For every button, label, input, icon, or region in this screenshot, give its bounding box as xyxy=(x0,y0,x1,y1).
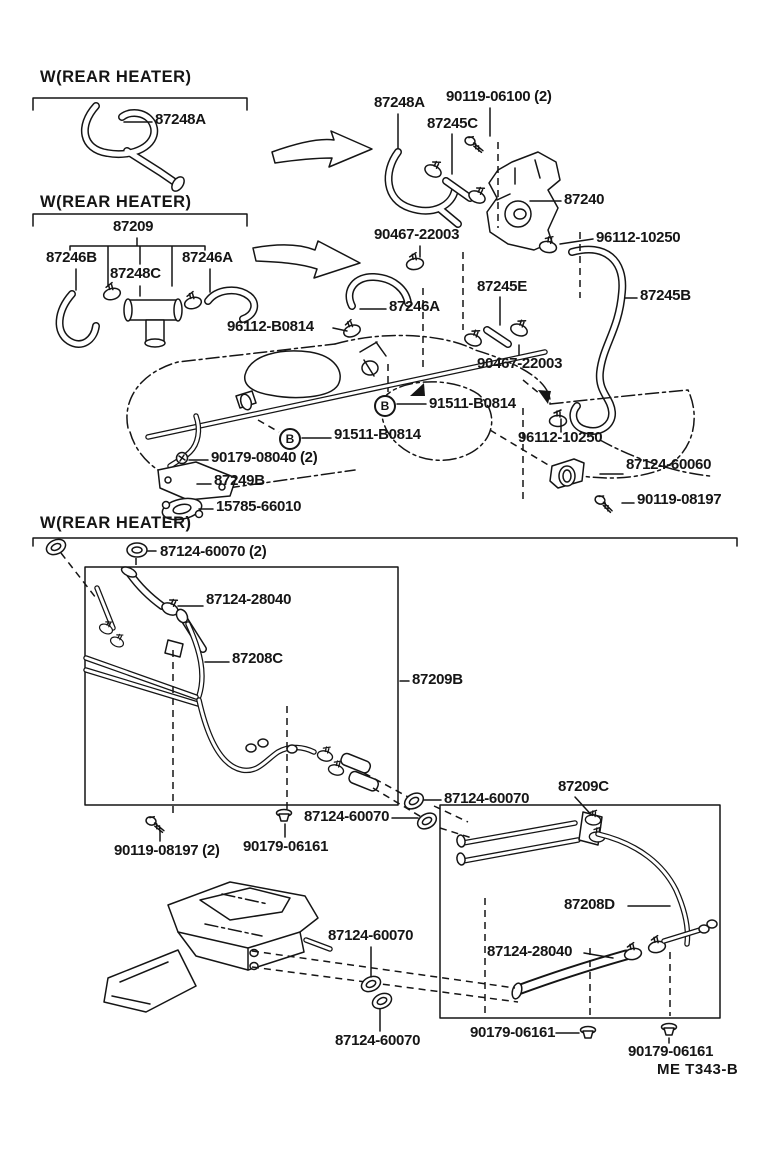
part-label-87240: 87240 xyxy=(564,191,605,208)
b-marker-right: B xyxy=(374,395,396,417)
part-label-90179-06161-c: 90179-06161 xyxy=(628,1043,714,1060)
box1-fasteners xyxy=(144,790,441,841)
section1-rear-heater-box xyxy=(33,98,247,193)
part-label-96112-10250-b: 96112-10250 xyxy=(518,429,603,446)
top-assembly xyxy=(333,108,637,431)
part-label-87124-60070-c: 87124-60070 xyxy=(328,927,414,944)
part-label-87124-60060: 87124-60060 xyxy=(626,456,712,473)
part-label-87124-60070-d: 87124-60070 xyxy=(335,1032,421,1049)
arrow-right-mid xyxy=(253,241,360,278)
part-label-90119-08197: 90119-08197 xyxy=(637,491,722,508)
part-label-87209c: 87209C xyxy=(558,778,609,795)
section2-header: W(REAR HEATER) xyxy=(40,193,192,211)
part-label-90179-06161-b: 90179-06161 xyxy=(470,1024,556,1041)
part-label-87124-60070-a: 87124-60070 xyxy=(444,790,530,807)
part-label-87246a-box: 87246A xyxy=(182,249,233,266)
part-label-91511-b0814-a: 91511-B0814 xyxy=(429,395,516,412)
part-label-87245b: 87245B xyxy=(640,287,691,304)
part-label-87208d: 87208D xyxy=(564,896,615,913)
part-label-87246a-mid: 87246A xyxy=(389,298,440,315)
part-label-87249b: 87249B xyxy=(214,472,265,489)
rear-heater-unit xyxy=(104,882,518,1031)
part-label-87209: 87209 xyxy=(113,218,154,235)
arrow-right-top xyxy=(272,131,372,167)
part-label-87208c: 87208C xyxy=(232,650,283,667)
part-label-87245e: 87245E xyxy=(477,278,527,295)
box2-fasteners xyxy=(556,1024,677,1044)
part-label-87124-28040-b: 87124-28040 xyxy=(487,943,573,960)
part-label-87248a-top: 87248A xyxy=(374,94,425,111)
part-label-90119-06100: 90119-06100 (2) xyxy=(446,88,552,105)
tee-connector-87248c xyxy=(124,299,182,347)
part-label-96112-b0814: 96112-B0814 xyxy=(227,318,314,335)
part-label-87248a-box: 87248A xyxy=(155,111,206,128)
part-label-90179-08040: 90179-08040 (2) xyxy=(211,449,318,466)
part-label-87124-60070-b: 87124-60070 xyxy=(304,808,390,825)
part-label-90179-06161-a: 90179-06161 xyxy=(243,838,329,855)
part-label-87248c: 87248C xyxy=(110,265,161,282)
b-marker-left: B xyxy=(279,428,301,450)
part-label-87124-28040-a: 87124-28040 xyxy=(206,591,292,608)
part-label-90467-22003-b: 90467-22003 xyxy=(477,355,563,372)
part-label-96112-10250-a: 96112-10250 xyxy=(596,229,681,246)
part-label-90467-22003-a: 90467-22003 xyxy=(374,226,460,243)
part-label-91511-b0814-b: 91511-B0814 xyxy=(334,426,421,443)
part-label-15785-66010: 15785-66010 xyxy=(216,498,302,515)
diagram-code: ME T343-B xyxy=(657,1061,739,1078)
part-label-87245c: 87245C xyxy=(427,115,478,132)
section3-header: W(REAR HEATER) xyxy=(40,514,192,532)
section1-header: W(REAR HEATER) xyxy=(40,68,192,86)
clamp-87124-60060 xyxy=(550,459,584,488)
part-label-87209b: 87209B xyxy=(412,671,463,688)
part-label-87124-60070-x2: 87124-60070 (2) xyxy=(160,543,267,560)
part-label-90119-08197-x2: 90119-08197 (2) xyxy=(114,842,220,859)
part-label-87246b: 87246B xyxy=(46,249,97,266)
